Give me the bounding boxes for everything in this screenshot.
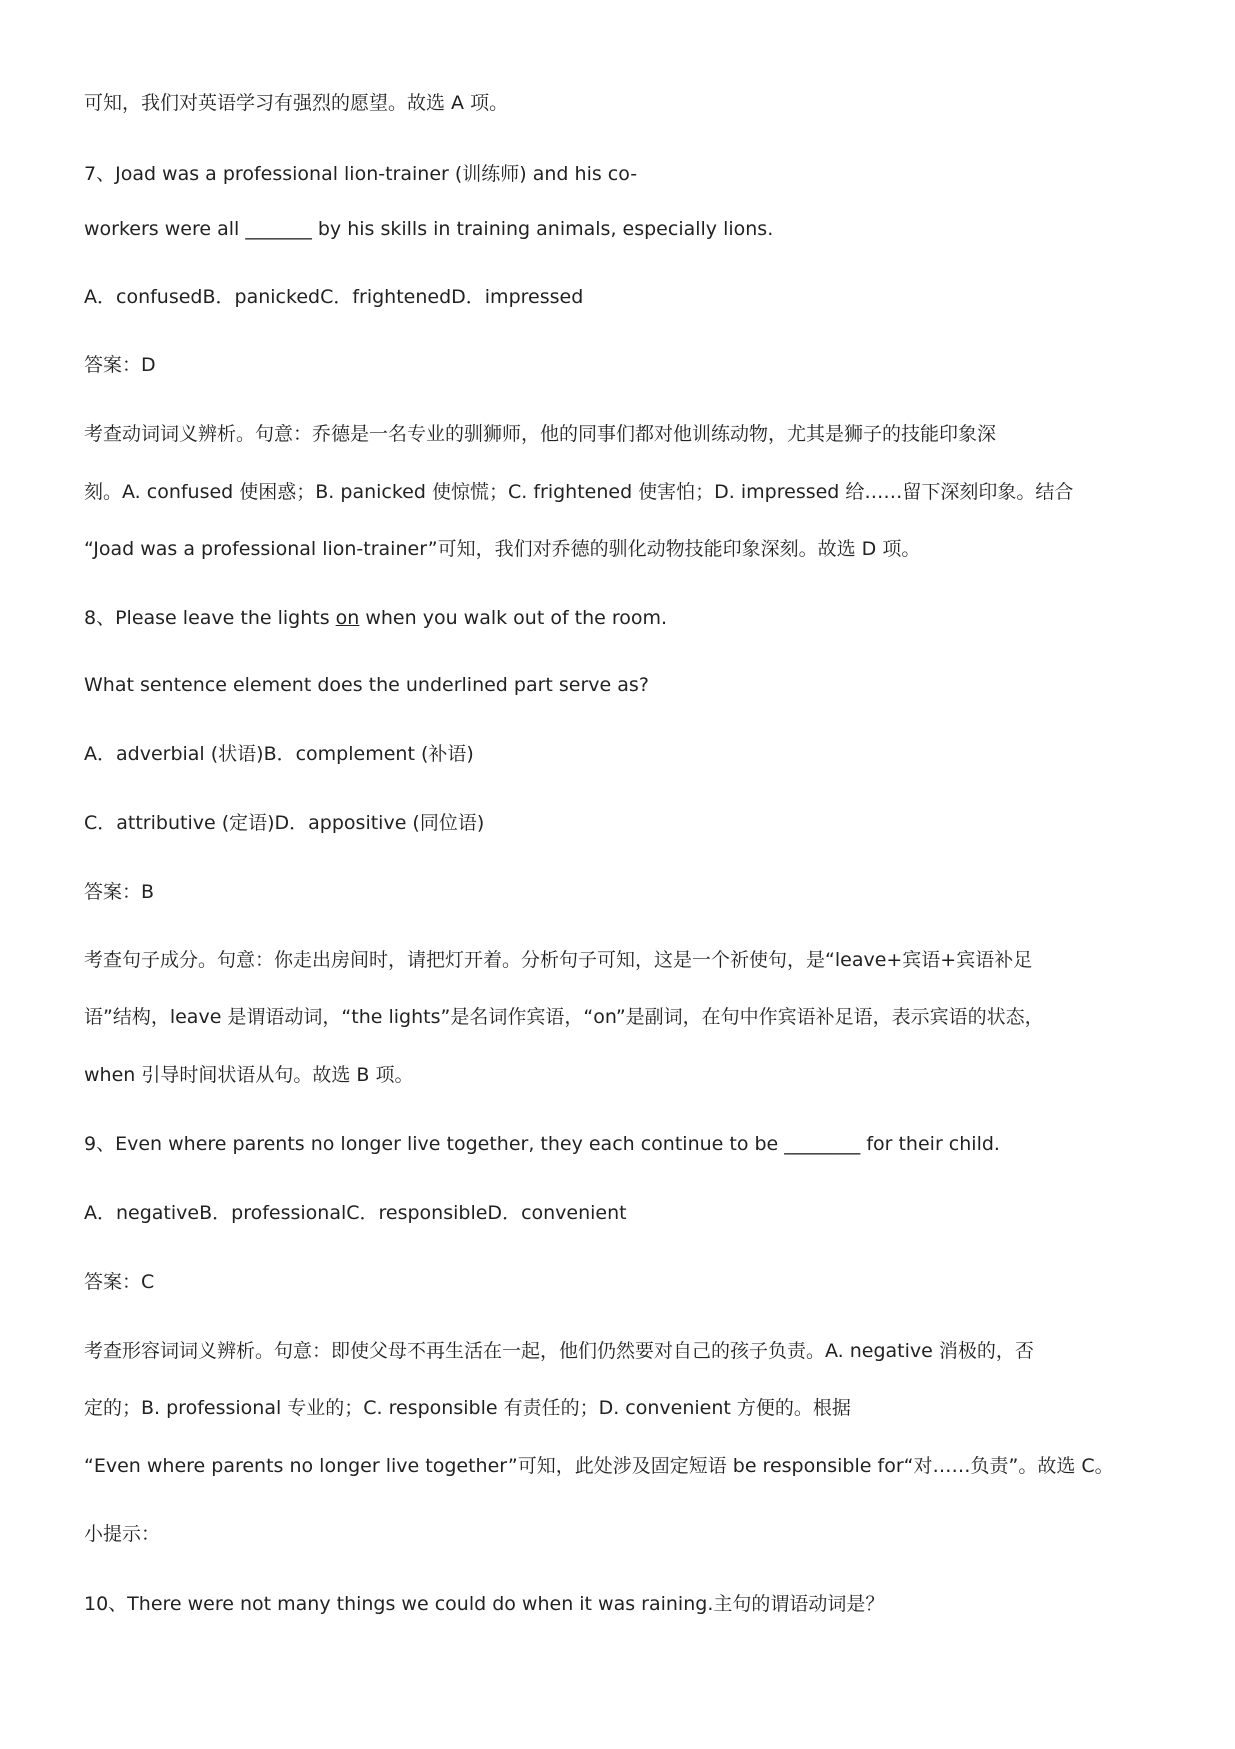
q9-explanation-line-1: 考查形容词词义辨析。句意：即使父母不再生活在一起，他们仍然要对自己的孩子负责。A. negative 消极的，否 bbox=[84, 1340, 1034, 1362]
q9-answer: 答案：C bbox=[84, 1271, 155, 1293]
q10-stem-line-1: 10、There were not many things we could do when it was raining.主句的谓语动词是？ bbox=[84, 1593, 885, 1615]
q9-explanation-line-2: 定的；B. professional 专业的；C. responsible 有责任的；D. convenient 方便的。根据 bbox=[84, 1397, 851, 1419]
q8-explanation-line-2: 语”结构，leave 是谓语动词，“the lights”是名词作宾语，“on”是副词，在句中作宾语补足语，表示宾语的状态， bbox=[84, 1006, 1044, 1028]
q8-options-ab: A．adverbial (状语)B．complement (补语) bbox=[84, 743, 474, 765]
q7-stem-line-1: 7、Joad was a professional lion-trainer (训练师) and his co- bbox=[84, 163, 638, 185]
q7-explanation-line-2: 刻。A. confused 使困惑；B. panicked 使惊慌；C. frightened 使害怕；D. impressed 给……留下深刻印象。结合 bbox=[84, 481, 1074, 503]
intro-line: 可知，我们对英语学习有强烈的愿望。故选 A 项。 bbox=[84, 92, 509, 114]
q8-stem-text-after: when you walk out of the room. bbox=[359, 607, 668, 629]
q9-options: A．negativeB．professionalC．responsibleD．convenient bbox=[84, 1202, 627, 1224]
q8-answer: 答案：B bbox=[84, 881, 155, 903]
q8-options-cd: C．attributive (定语)D．appositive (同位语) bbox=[84, 812, 485, 834]
q7-answer: 答案：D bbox=[84, 354, 156, 376]
q9-stem-line-1: 9、Even where parents no longer live together, they each continue to be ________ for their child. bbox=[84, 1133, 1000, 1155]
tip-label: 小提示： bbox=[84, 1523, 161, 1545]
q8-underlined-word: on bbox=[335, 607, 360, 629]
q8-stem-line-1 bbox=[84, 606, 667, 630]
q7-explanation-line-1: 考查动词词义辨析。句意：乔德是一名专业的驯狮师，他的同事们都对他训练动物，尤其是狮子的技能印象深 bbox=[84, 423, 997, 445]
q8-stem-text-before: 8、Please leave the lights bbox=[84, 607, 336, 629]
q7-explanation-line-3: “Joad was a professional lion-trainer”可知，我们对乔德的驯化动物技能印象深刻。故选 D 项。 bbox=[84, 538, 921, 560]
q7-stem-line-2: workers were all _______ by his skills in training animals, especially lions. bbox=[84, 218, 774, 240]
q8-stem-line-2: What sentence element does the underlined part serve as? bbox=[84, 674, 649, 696]
q8-explanation-line-1: 考查句子成分。句意：你走出房间时，请把灯开着。分析句子可知，这是一个祈使句，是“leave+宾语+宾语补足 bbox=[84, 949, 1033, 971]
q8-explanation-line-3: when 引导时间状语从句。故选 B 项。 bbox=[84, 1064, 414, 1086]
q7-options: A．confusedB．panickedC．frightenedD．impressed bbox=[84, 286, 584, 308]
q9-explanation-line-3: “Even where parents no longer live together”可知，此处涉及固定短语 be responsible for“对……负责”。故选 C。 bbox=[84, 1455, 1114, 1477]
